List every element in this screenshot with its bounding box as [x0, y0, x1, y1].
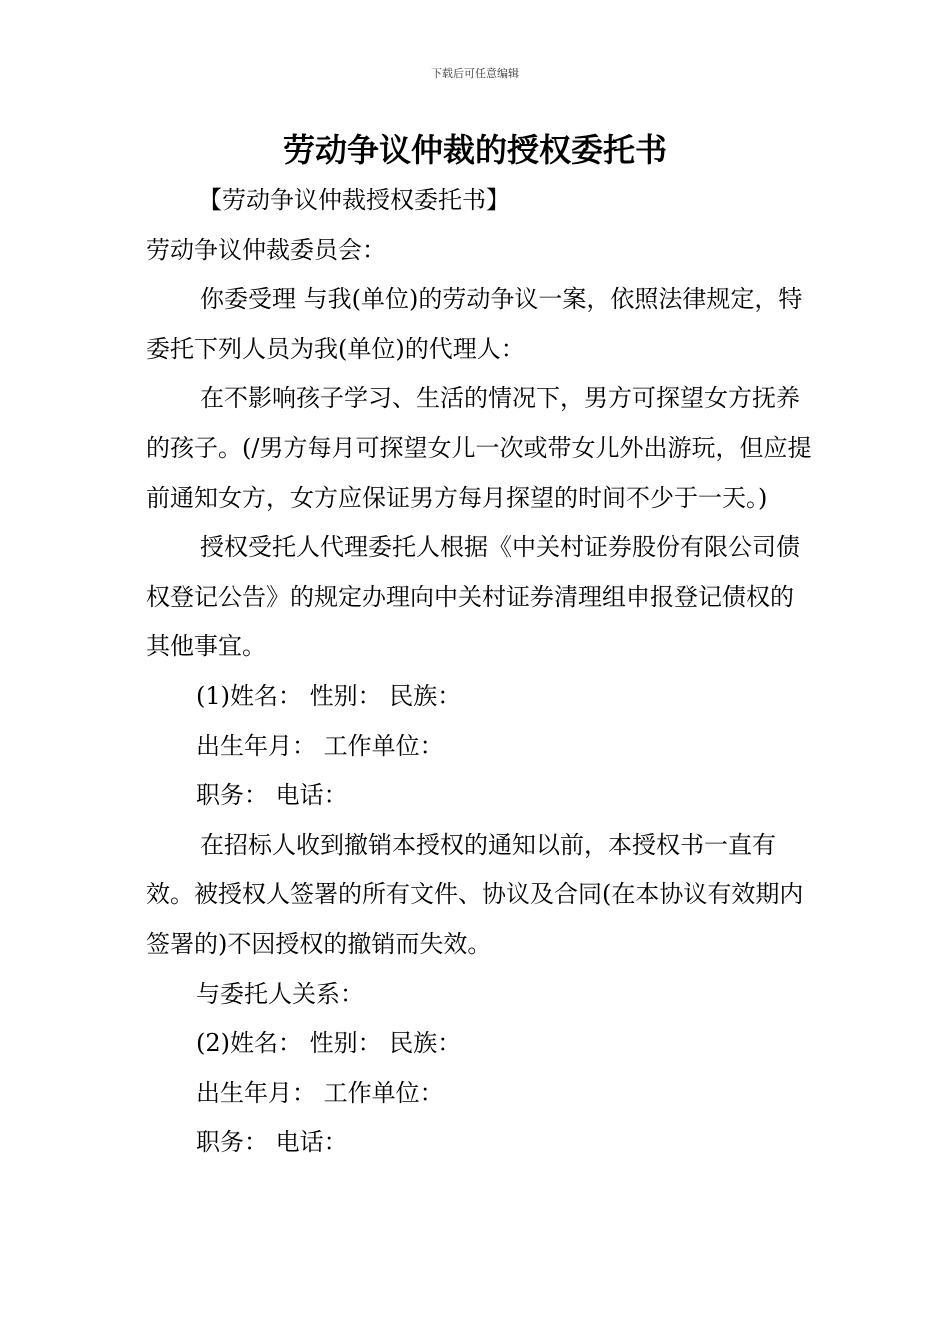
document-title: 劳动争议仲裁的授权委托书: [282, 131, 667, 169]
paragraph-visitation: 在不影响孩子学习、生活的情况下，男方可探望女方抚养的孩子。(/男方每月可探望女儿一次或带女儿外出游玩，但应提前通知女方，女方应保证男方每月探望的时间不少于一天。): [146, 384, 812, 512]
header-note: 下载后可任意编辑: [431, 67, 519, 80]
paragraph-authorization-scope: 授权受托人代理委托人根据《中关村证券股份有限公司债权登记公告》的规定办理向中关村证券清理组申报登记债权的其他事宜。: [146, 533, 800, 661]
paragraph-entrust: 你委受理 与我(单位)的劳动争议一案，依照法律规定，特委托下列人员为我(单位)的代理人：: [146, 285, 803, 363]
relationship-line: 与委托人关系：: [196, 979, 364, 1008]
agent-1-birth-line: 出生年月： 工作单位：: [196, 731, 444, 760]
section-heading: 【劳动争议仲裁授权委托书】: [198, 186, 510, 214]
agent-2-position-line: 职务： 电话：: [196, 1128, 348, 1157]
salutation: 劳动争议仲裁委员会：: [146, 235, 386, 264]
agent-2-name-line: (2)姓名： 性别： 民族：: [196, 1029, 462, 1058]
agent-2-birth-line: 出生年月： 工作单位：: [196, 1078, 444, 1107]
agent-1-name-line: (1)姓名： 性别： 民族：: [196, 681, 462, 710]
agent-1-position-line: 职务： 电话：: [196, 781, 348, 810]
document-body: [146, 176, 816, 1168]
paragraph-validity: 在招标人收到撤销本授权的通知以前，本授权书一直有效。被授权人签署的所有文件、协议及合同(在本协议有效期内签署的)不因授权的撤销而失效。: [146, 830, 804, 958]
